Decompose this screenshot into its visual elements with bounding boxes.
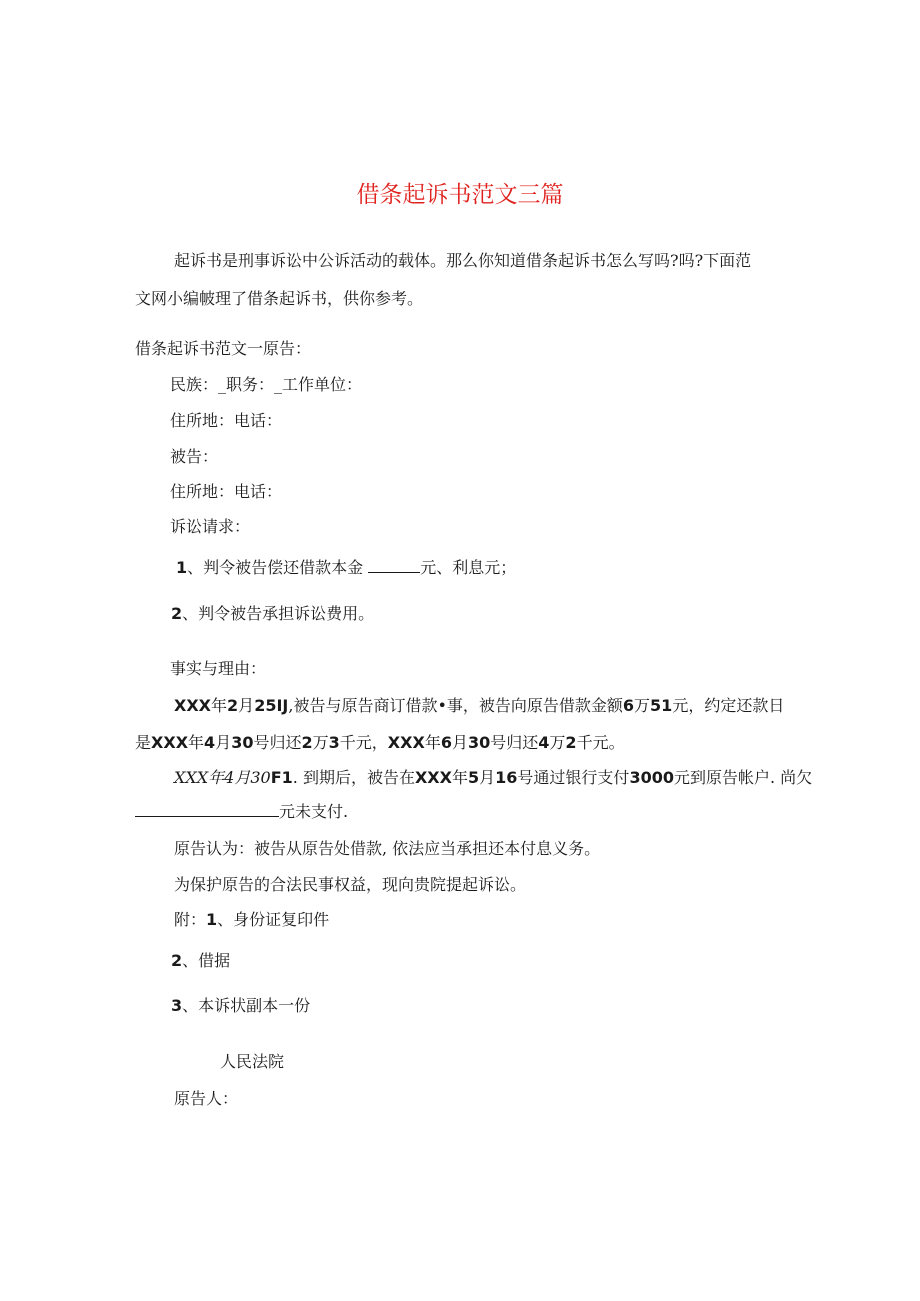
- attachment-1: [174, 910, 329, 930]
- claim-2-text: 、判令被告承担诉讼费用。: [182, 604, 375, 623]
- plaintiff-address: 住所地：电话：: [170, 411, 283, 430]
- facts-p2-run: 月: [479, 768, 496, 787]
- facts-p1b-run: 万: [312, 733, 329, 752]
- facts-p1b-run: XXX: [387, 733, 425, 752]
- attachment-label: 附：: [174, 910, 207, 929]
- attachment-2: [171, 951, 230, 971]
- attachment-3-text: 、本诉状副本一份: [182, 996, 311, 1015]
- plaintiff-signature: 原告人：: [174, 1089, 239, 1108]
- claim-1-text-b: 元、利息元；: [420, 558, 517, 577]
- facts-p1b-run: 号归还: [253, 733, 302, 752]
- attachment-3: [171, 996, 310, 1016]
- facts-paragraph-2-body: [271, 768, 812, 787]
- facts-p1b-run: 年: [188, 733, 205, 752]
- intro-line-1: 起诉书是刑事诉讼中公诉活动的载体。那么你知道借条起诉书怎么写吗?吗?下面范: [174, 251, 752, 270]
- facts-p1b-run: 6: [440, 733, 452, 752]
- facts-p1-run: XXX: [174, 696, 212, 715]
- facts-p2-run: 16: [495, 768, 518, 787]
- facts-p1b-run: 2: [565, 733, 577, 752]
- facts-p1b-run: 万: [549, 733, 566, 752]
- facts-heading: 事实与理由：: [170, 659, 267, 678]
- facts-p1b-run: 2: [301, 733, 313, 752]
- facts-p2-run: 年: [451, 768, 468, 787]
- claims-heading: 诉讼请求：: [170, 517, 251, 536]
- facts-p1b-run: 年: [424, 733, 441, 752]
- facts-p1-run: ,被告与原告商订借款•事，被告向原告借款金额: [288, 696, 623, 715]
- facts-p1b-run: 30: [231, 733, 254, 752]
- facts-p1-run: 6: [622, 696, 635, 715]
- facts-p1b-run: 千元，: [339, 733, 388, 752]
- plaintiff-view: 原告认为：被告从原告处借款, 依法应当承担还本付息义务。: [174, 839, 601, 858]
- facts-p2-run: . 到期后，被告在: [292, 768, 415, 787]
- intro-line-2: 文网小编帔理了借条起诉书，供你参考。: [135, 289, 424, 308]
- attachment-1-text: 、身份证复印件: [217, 910, 330, 929]
- facts-p1-run: 25IJ: [254, 696, 289, 715]
- facts-p1b-run: 号归还: [490, 733, 539, 752]
- balance-blank: [135, 802, 279, 817]
- section-heading: 借条起诉书范文一原告：: [135, 339, 312, 358]
- facts-p2-run: 3000: [629, 768, 674, 787]
- facts-p1-run: 万: [634, 696, 651, 715]
- facts-paragraph-1-line-2: [135, 733, 625, 753]
- claim-2-number: 2: [171, 604, 183, 623]
- claim-1: [176, 558, 516, 578]
- court-name: 人民法院: [220, 1052, 285, 1071]
- defendant-address: 住所地：电话：: [170, 482, 283, 501]
- facts-p1b-run: 3: [328, 733, 340, 752]
- document-title: 借条起诉书范文三篇: [356, 182, 564, 208]
- claim-2: [171, 604, 374, 624]
- facts-p2-run: 5: [468, 768, 480, 787]
- facts-p1b-run: 月: [451, 733, 468, 752]
- facts-p1-run: 51: [650, 696, 673, 715]
- defendant-label: 被告：: [170, 447, 219, 466]
- facts-p1-run: 月: [238, 696, 255, 715]
- amount-blank: [368, 558, 420, 573]
- attachment-2-number: 2: [171, 951, 183, 970]
- facts-p1b-run: XXX: [151, 733, 189, 752]
- attachment-2-text: 、借据: [182, 951, 231, 970]
- attachment-1-number: 1: [206, 910, 218, 929]
- facts-p2-run: XXX: [414, 768, 452, 787]
- facts-p1-run: 元，约定还款日: [672, 696, 785, 715]
- facts-paragraph-2-line-1: [174, 768, 812, 788]
- facts-p1b-run: 月: [215, 733, 232, 752]
- facts-p1b-run: 是: [135, 733, 152, 752]
- facts-line-2-text: 元未支付.: [279, 802, 349, 821]
- attachment-3-number: 3: [171, 996, 183, 1015]
- facts-date-italic: XXX年4月30: [174, 768, 271, 787]
- claim-1-number: 1: [176, 558, 188, 577]
- facts-p1-run: 年: [211, 696, 228, 715]
- protect-line: 为保护原告的合法民事权益，现向贵院提起诉讼。: [174, 875, 527, 894]
- facts-p2-run: 元到原告帐户. 尚欠: [673, 768, 813, 787]
- facts-p2-run: 号通过银行支付: [517, 768, 630, 787]
- claim-1-text-a: 、判令被告偿还借款本金: [187, 558, 364, 577]
- facts-p1-run: 2: [227, 696, 239, 715]
- facts-p1b-run: 30: [467, 733, 491, 752]
- plaintiff-info: 民族：_职务：_工作单位：: [170, 375, 363, 394]
- facts-paragraph-2-line-2: [135, 802, 348, 822]
- facts-p1b-run: 4: [204, 733, 216, 752]
- facts-p1b-run: 千元。: [576, 733, 625, 752]
- facts-p1b-run: 4: [538, 733, 550, 752]
- facts-p2-run: F1: [270, 768, 293, 787]
- facts-paragraph-1-line-1: [174, 696, 784, 716]
